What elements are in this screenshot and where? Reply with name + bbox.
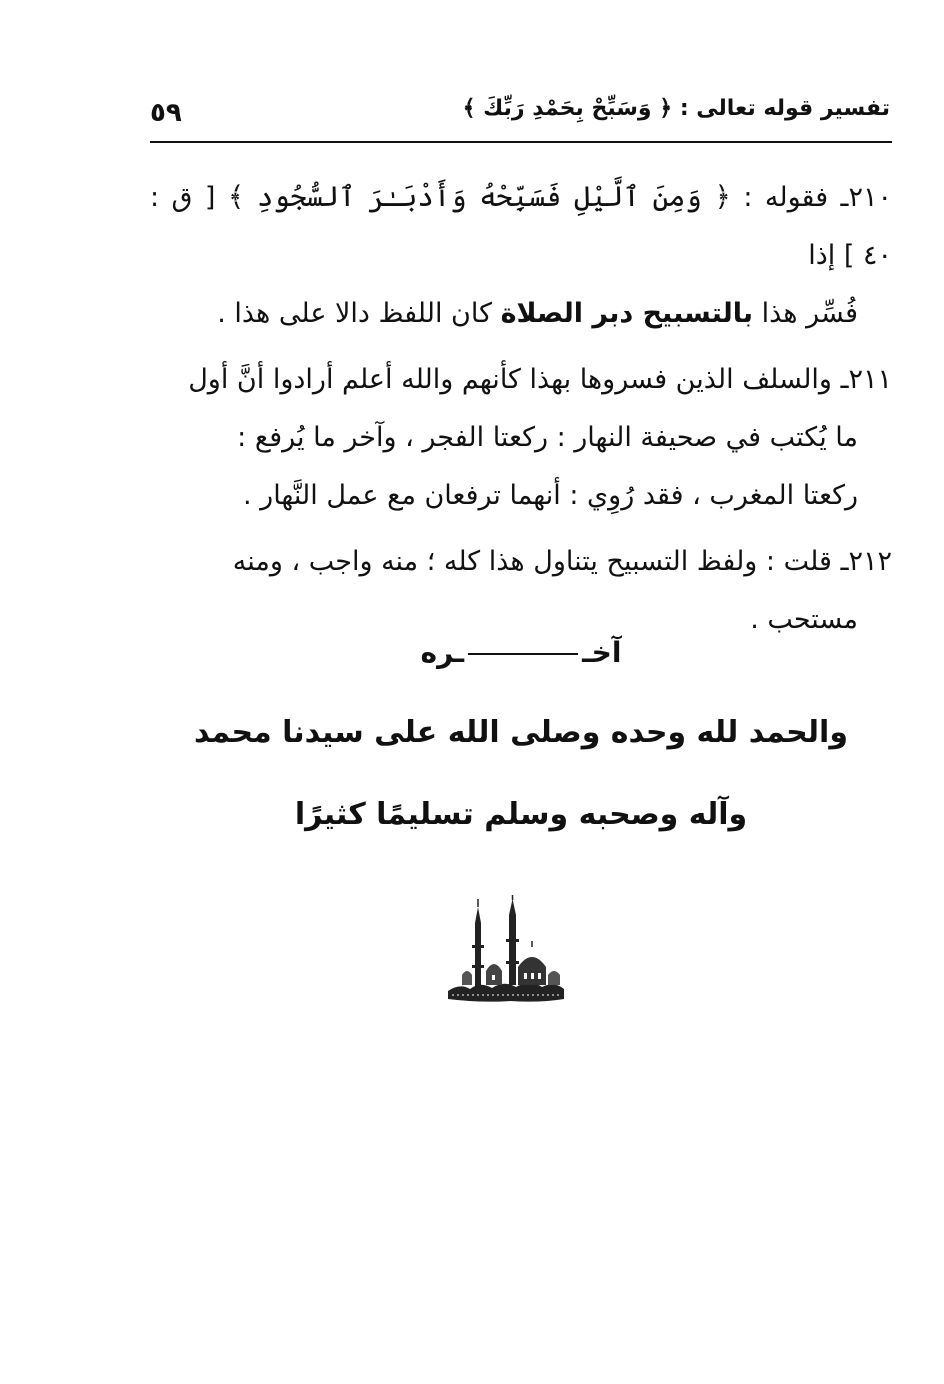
page-number: ٥٩	[150, 98, 182, 128]
bold-phrase: بالتسبيح دبر الصلاة	[500, 298, 754, 329]
page-header	[150, 92, 890, 136]
paragraph-text: قلت : ولفظ التسبيح يتناول هذا كله ؛ منه واجب ، ومنه	[232, 546, 832, 577]
paragraph-210	[150, 168, 892, 343]
paragraph-text: فُسِّر هذا	[761, 298, 858, 329]
paragraph-text: إذا	[808, 240, 836, 271]
body-text	[150, 168, 892, 657]
mosque-ornament-icon	[440, 895, 570, 1007]
tatweel-line	[468, 653, 578, 655]
paragraph-text: كان اللفظ دالا على هذا .	[217, 298, 492, 329]
end-word-end: ـره	[420, 636, 465, 669]
paragraph-number: ٢١٢ـ	[840, 546, 892, 577]
paragraph-intro: فقوله :	[743, 182, 829, 213]
paragraph-number: ٢١٠ـ	[840, 182, 892, 213]
doxology-line-1: والحمد لله وحده وصلى الله على سيدنا محمد	[194, 715, 848, 750]
paragraph-text: والسلف الذين فسروها بهذا كأنهم والله أعلم أرادوا أنَّ أول	[188, 364, 832, 395]
paragraph-text: ما يُكتب في صحيفة النهار : ركعتا الفجر ، وآخر ما يُرفع :	[237, 422, 858, 453]
paragraph-212	[150, 533, 892, 649]
paragraph-text: ركعتا المغرب ، فقد رُوِي : أنهما ترفعان مع عمل النَّهار .	[242, 480, 858, 511]
paragraph-number: ٢١١ـ	[840, 364, 892, 395]
paragraph-211	[150, 351, 892, 525]
quran-verse: ﴿ وَمِنَ ٱلَّيْلِ فَسَبِّحْهُ وَأَدْبَـٰرَ ٱلسُّجُودِ ﴾	[227, 180, 731, 213]
doxology-line-2: وآله وصحبه وسلم تسليمًا كثيرًا	[294, 797, 748, 832]
end-marker	[150, 636, 892, 669]
paragraph-text: مستحب .	[750, 604, 858, 635]
end-word-start: آخـ	[582, 636, 622, 669]
verse-reference: [ ق : ٤٠ ]	[150, 182, 892, 271]
header-rule	[150, 141, 892, 143]
running-title: تفسير قوله تعالى : ﴿ وَسَبِّحْ بِحَمْدِ رَبِّكَ ﴾	[462, 96, 890, 121]
